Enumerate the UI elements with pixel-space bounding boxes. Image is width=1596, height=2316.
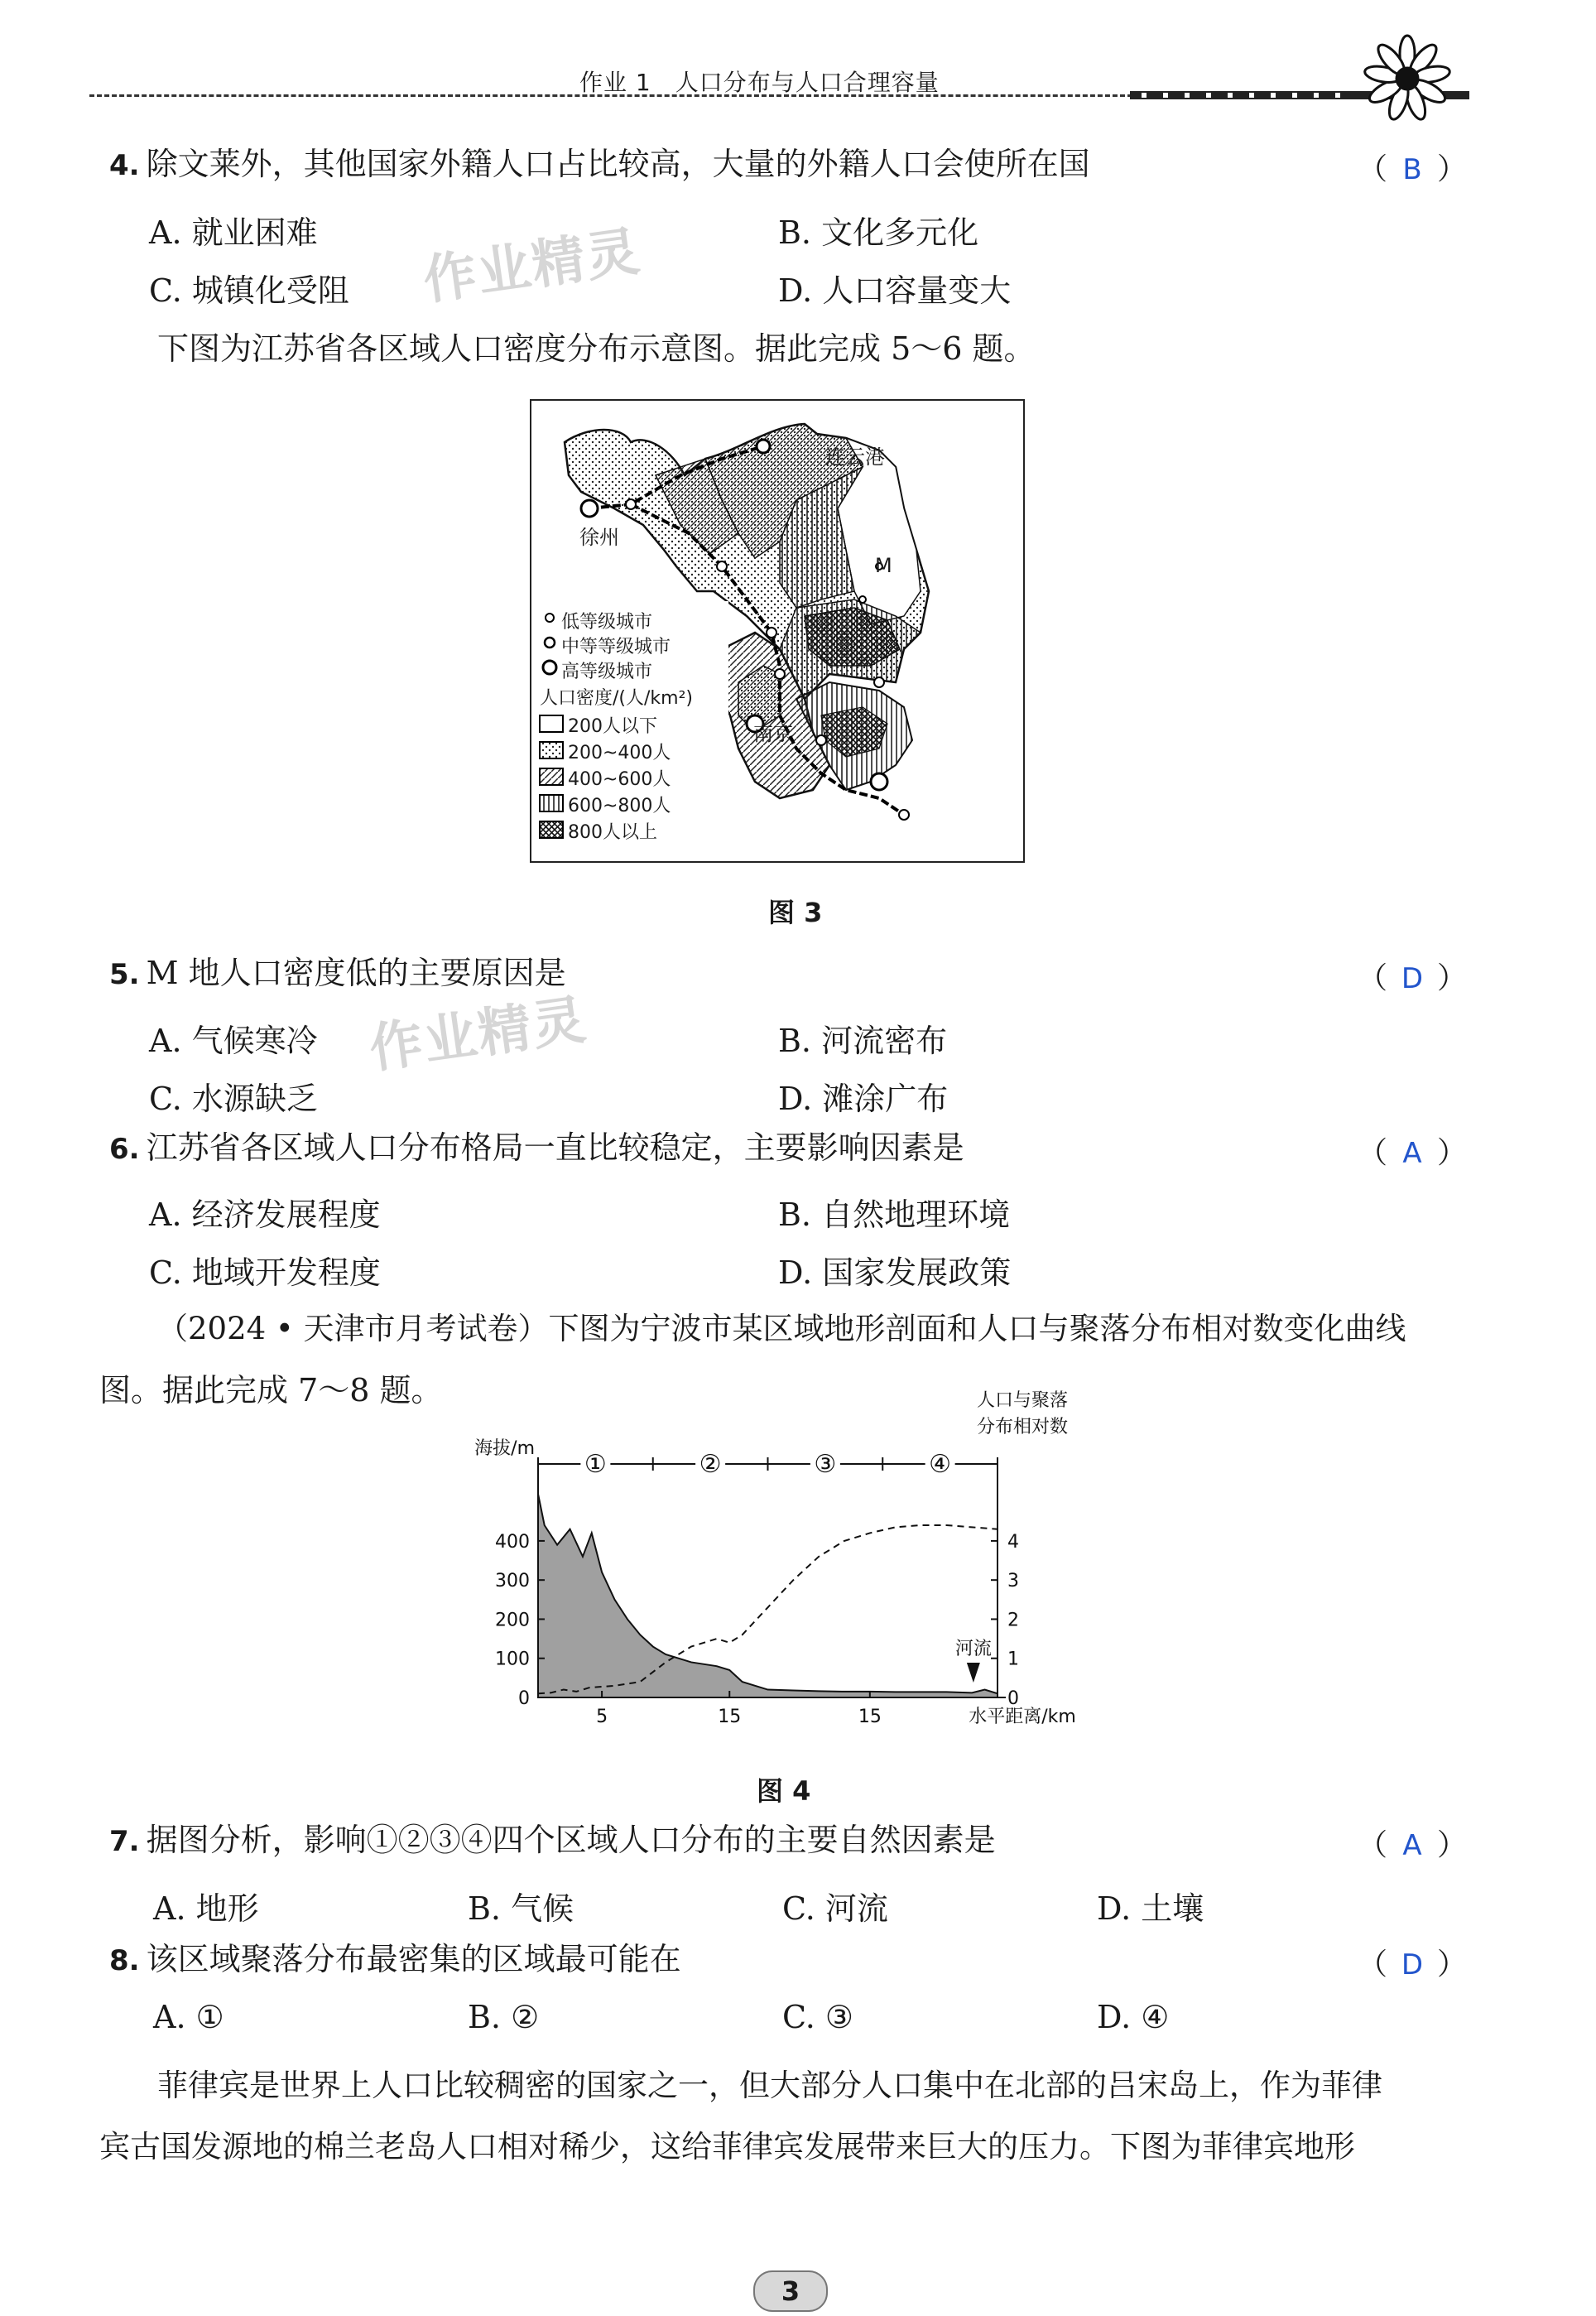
y2-tick-label: 1: [1007, 1649, 1019, 1670]
x-tick-label: 15: [718, 1707, 742, 1727]
x-axis-label: 水平距离/km: [969, 1707, 1076, 1727]
figure-4-caption: 图 4: [757, 1775, 811, 1807]
city-lianyungang: 连云港: [825, 445, 885, 469]
region-label: ③: [814, 1450, 837, 1479]
intro-7-8-line2: 图。据此完成 7～8 题。: [99, 1372, 443, 1408]
legend-low-city: 低等级城市: [561, 612, 653, 633]
answer-value: D: [1401, 1948, 1424, 1981]
q4-option-b: B. 文化多元化: [778, 214, 979, 251]
terrain-profile-chart: [472, 1390, 1101, 1755]
x-tick-label: 5: [596, 1707, 608, 1727]
question-8-text: 该区域聚落分布最密集的区域最可能在: [146, 1941, 681, 1977]
river-arrow-icon: [967, 1663, 980, 1683]
figure-3-caption: 图 3: [768, 897, 823, 928]
question-6-text: 江苏省各区域人口分布格局一直比较稳定，主要影响因素是: [146, 1129, 964, 1166]
q4-option-a: A. 就业困难: [149, 214, 318, 251]
q8-option-b: B. ②: [468, 1999, 540, 2035]
question-7-text: 据图分析，影响①②③④四个区域人口分布的主要自然因素是: [146, 1822, 996, 1858]
y2-tick-label: 2: [1007, 1610, 1019, 1631]
q4-option-c: C. 城镇化受阻: [149, 272, 349, 309]
legend-high-city: 高等级城市: [561, 662, 653, 682]
region-m: M: [875, 554, 892, 577]
chart-plot-area: [474, 1390, 1076, 1727]
y-tick-label: 300: [495, 1571, 530, 1592]
y2-tick-label: 0: [1007, 1688, 1019, 1709]
question-7: [109, 1822, 996, 1860]
passage-line2: 宾古国发源地的棉兰老岛人口相对稀少，这给菲律宾发展带来巨大的压力。下图为菲律宾地形: [99, 2129, 1355, 2164]
q8-option-c: C. ③: [782, 1999, 853, 2035]
legend-density-title: 人口密度/(人/km²): [540, 688, 693, 709]
question-7-answer: （ A ）: [1358, 1828, 1468, 1862]
q5-option-b: B. 河流密布: [778, 1023, 948, 1059]
city-xuzhou: 徐州: [579, 526, 619, 549]
river-label: 河流: [954, 1639, 992, 1659]
question-5-number: 5.: [109, 958, 140, 991]
intro-7-8-line1: （2024 • 天津市月考试卷）下图为宁波市某区域地形剖面和人口与聚落分布相对数变化曲线: [157, 1311, 1406, 1346]
q7-option-d: D. 土壤: [1097, 1890, 1204, 1927]
q4-option-d: D. 人口容量变大: [778, 272, 1012, 309]
answer-value: B: [1402, 153, 1422, 186]
watermark: 作业精灵: [365, 989, 591, 1081]
legend-density-2: 200~400人: [568, 743, 671, 763]
y2-axis-label: 人口与聚落: [976, 1390, 1069, 1411]
question-6-answer: （ A ）: [1358, 1136, 1468, 1170]
y-tick-label: 200: [495, 1610, 530, 1631]
question-4: [109, 146, 1090, 184]
question-5-answer: （ D ）: [1358, 961, 1468, 995]
legend-density-1: 200人以下: [568, 716, 657, 737]
x-tick-label: 15: [858, 1707, 882, 1727]
watermark: 作业精灵: [419, 220, 645, 312]
intro-5-6: 下图为江苏省各区域人口密度分布示意图。据此完成 5～6 题。: [157, 330, 1036, 367]
chapter-title: 作业 1 人口分布与人口合理容量: [579, 69, 940, 96]
q8-option-d: D. ④: [1097, 1999, 1170, 2035]
q6-option-c: C. 地域开发程度: [149, 1254, 381, 1291]
question-4-number: 4.: [109, 149, 140, 182]
y-tick-label: 400: [495, 1531, 530, 1553]
region-label: ②: [699, 1450, 722, 1479]
question-4-answer: （ B ）: [1358, 152, 1468, 186]
legend-mid-city: 中等等级城市: [561, 637, 671, 657]
passage-line1: 菲律宾是世界上人口比较稠密的国家之一，但大部分人口集中在北部的吕宋岛上，作为菲律: [157, 2068, 1382, 2103]
region-label: ④: [929, 1450, 952, 1479]
legend-density-3: 400~600人: [568, 769, 671, 790]
flower-decoration-icon: [1358, 33, 1457, 124]
q6-option-b: B. 自然地理环境: [778, 1197, 1011, 1233]
question-5-text: M 地人口密度低的主要原因是: [146, 955, 566, 991]
y2-tick-label: 3: [1007, 1571, 1019, 1592]
q5-option-d: D. 滩涂广布: [778, 1081, 949, 1117]
y-tick-label: 100: [495, 1649, 530, 1670]
legend-density-5: 800人以上: [568, 822, 657, 843]
q7-option-a: A. 地形: [153, 1890, 259, 1927]
city-nanjing: 南京: [753, 722, 793, 745]
answer-value: A: [1402, 1137, 1422, 1170]
page-number: 3: [753, 2270, 828, 2312]
q8-option-a: A. ①: [153, 1999, 224, 2035]
y2-tick-label: 4: [1007, 1531, 1019, 1553]
question-7-number: 7.: [109, 1825, 140, 1858]
answer-value: A: [1402, 1829, 1422, 1862]
question-6: [109, 1129, 964, 1168]
legend-density-4: 600~800人: [568, 796, 671, 816]
question-5: [109, 955, 566, 993]
answer-value: D: [1401, 962, 1424, 995]
question-4-text: 除文莱外，其他国家外籍人口占比较高，大量的外籍人口会使所在国: [146, 146, 1090, 182]
q7-option-b: B. 气候: [468, 1890, 574, 1927]
header-dashed-rule: [89, 94, 1132, 97]
y-axis-label: 海拔/m: [474, 1438, 535, 1459]
q5-option-c: C. 水源缺乏: [149, 1081, 318, 1117]
jiangsu-density-map: [530, 399, 1025, 863]
y2-axis-label: 分布相对数: [976, 1417, 1069, 1437]
question-8-answer: （ D ）: [1358, 1948, 1468, 1981]
question-6-number: 6.: [109, 1133, 140, 1166]
region-label: ①: [584, 1450, 607, 1479]
q7-option-c: C. 河流: [782, 1890, 888, 1927]
q6-option-a: A. 经济发展程度: [149, 1197, 381, 1233]
q5-option-a: A. 气候寒冷: [149, 1023, 318, 1059]
q6-option-d: D. 国家发展政策: [778, 1254, 1012, 1291]
question-8: [109, 1941, 681, 1979]
question-8-number: 8.: [109, 1944, 140, 1977]
y-tick-label: 0: [518, 1688, 530, 1709]
